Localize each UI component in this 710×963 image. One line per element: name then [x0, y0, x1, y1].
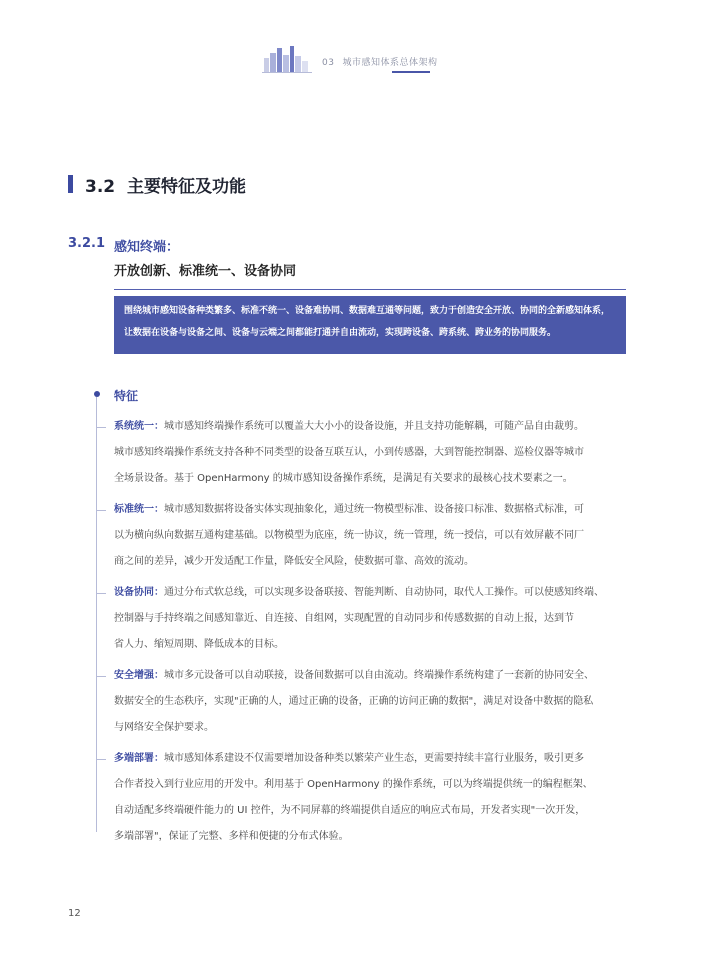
section-number: 3.2: [85, 177, 116, 197]
city-skyline-icon: [262, 44, 312, 74]
feature-line: 系统统一：城市感知终端操作系统可以覆盖大大小小的设备设施，并且支持功能解耦，可随产品自由裁剪。: [114, 421, 584, 432]
feature-keyword: 安全增强：: [114, 670, 164, 681]
summary-top-rule: [114, 289, 626, 290]
page-number: 12: [68, 908, 81, 919]
chapter-title: 城市感知体系总体架构: [342, 58, 438, 68]
feature-line: 多端部署"，保证了完整、多样和便捷的分布式体验。: [114, 831, 349, 842]
header-underline: [392, 71, 430, 73]
feature-line: 控制器与手持终端之间感知靠近、自连接、自组网，实现配置的自动同步和传感数据的自动上报，达到节: [114, 613, 574, 624]
feature-keyword: 多端部署：: [114, 753, 164, 764]
section-title: [85, 172, 246, 197]
feature-line: 省人力、缩短周期、降低成本的目标。: [114, 639, 284, 650]
timeline-dot: [94, 391, 100, 397]
features-heading: 特征: [114, 389, 139, 403]
feature-line: 自动适配多终端硬件能力的 UI 控件，为不同屏幕的终端提供自适应的响应式布局，开发者实现"一次开发，: [114, 805, 586, 816]
timeline-tick: [96, 593, 106, 594]
feature-paragraph-device-collaboration: [114, 580, 630, 658]
running-header: [322, 55, 437, 68]
timeline-tick: [96, 427, 106, 428]
feature-line: 数据安全的生态秩序，实现"正确的人，通过正确的设备，正确的访问正确的数据"，满足对设备中数据的隐私: [114, 696, 594, 707]
summary-box: [114, 296, 626, 354]
feature-keyword: 标准统一：: [114, 504, 164, 515]
subsection-subtitle: 开放创新、标准统一、设备协同: [114, 264, 297, 279]
timeline-tick: [96, 676, 106, 677]
timeline-line: [96, 397, 97, 832]
feature-line: 多端部署：城市感知体系建设不仅需要增加设备种类以繁荣产业生态，更需要持续丰富行业服务，吸引更多: [114, 753, 584, 764]
section-marker-bar: [68, 175, 73, 193]
feature-line: 设备协同：通过分布式软总线，可以实现多设备联接、智能判断、自动协同，取代人工操作。可以使感知终端、: [114, 587, 604, 598]
subsection-title: 感知终端：: [114, 240, 180, 255]
summary-line: 让数据在设备与设备之间、设备与云端之间都能打通并自由流动，实现跨设备、跨系统、跨业务的协同服务。: [124, 328, 557, 338]
timeline-tick: [96, 510, 106, 511]
section-title-text: 主要特征及功能: [126, 177, 246, 197]
feature-keyword: 系统统一：: [114, 421, 164, 432]
feature-line: 标准统一：城市感知数据将设备实体实现抽象化，通过统一物模型标准、设备接口标准、数据格式标准，可: [114, 504, 584, 515]
feature-paragraph-security-enhanced: [114, 663, 630, 741]
summary-line: 围绕城市感知设备种类繁多、标准不统一、设备难协同、数据难互通等问题，致力于创造安全开放、协同的全新感知体系，: [124, 306, 611, 316]
feature-paragraph-standard-unified: [114, 497, 630, 575]
feature-line: 商之间的差异，减少开发适配工作量，降低安全风险，使数据可靠、高效的流动。: [114, 556, 474, 567]
timeline-tick: [96, 759, 106, 760]
subsection-number: 3.2.1: [68, 236, 106, 251]
feature-paragraph-system-unified: [114, 414, 630, 492]
feature-line: 合作者投入到行业应用的开发中。利用基于 OpenHarmony 的操作系统，可以为终端提供统一的编程框架、: [114, 779, 593, 790]
feature-line: 与网络安全保护要求。: [114, 722, 214, 733]
chapter-number: 03: [322, 58, 335, 68]
feature-line: 安全增强：城市多元设备可以自动联接，设备间数据可以自由流动。终端操作系统构建了一套新的协同安全、: [114, 670, 594, 681]
feature-line: 以为横向纵向数据互通构建基础。以物模型为底座，统一协议，统一管理，统一授信，可以有效屏蔽不同厂: [114, 530, 584, 541]
feature-line: 城市感知终端操作系统支持各种不同类型的设备互联互认，小到传感器，大到智能控制器、巡检仪器等城市: [114, 447, 584, 458]
feature-keyword: 设备协同：: [114, 587, 164, 598]
feature-paragraph-multi-deployment: [114, 746, 630, 850]
feature-line: 全场景设备。基于 OpenHarmony 的城市感知设备操作系统，是满足有关要求的最核心技术要素之一。: [114, 473, 573, 484]
